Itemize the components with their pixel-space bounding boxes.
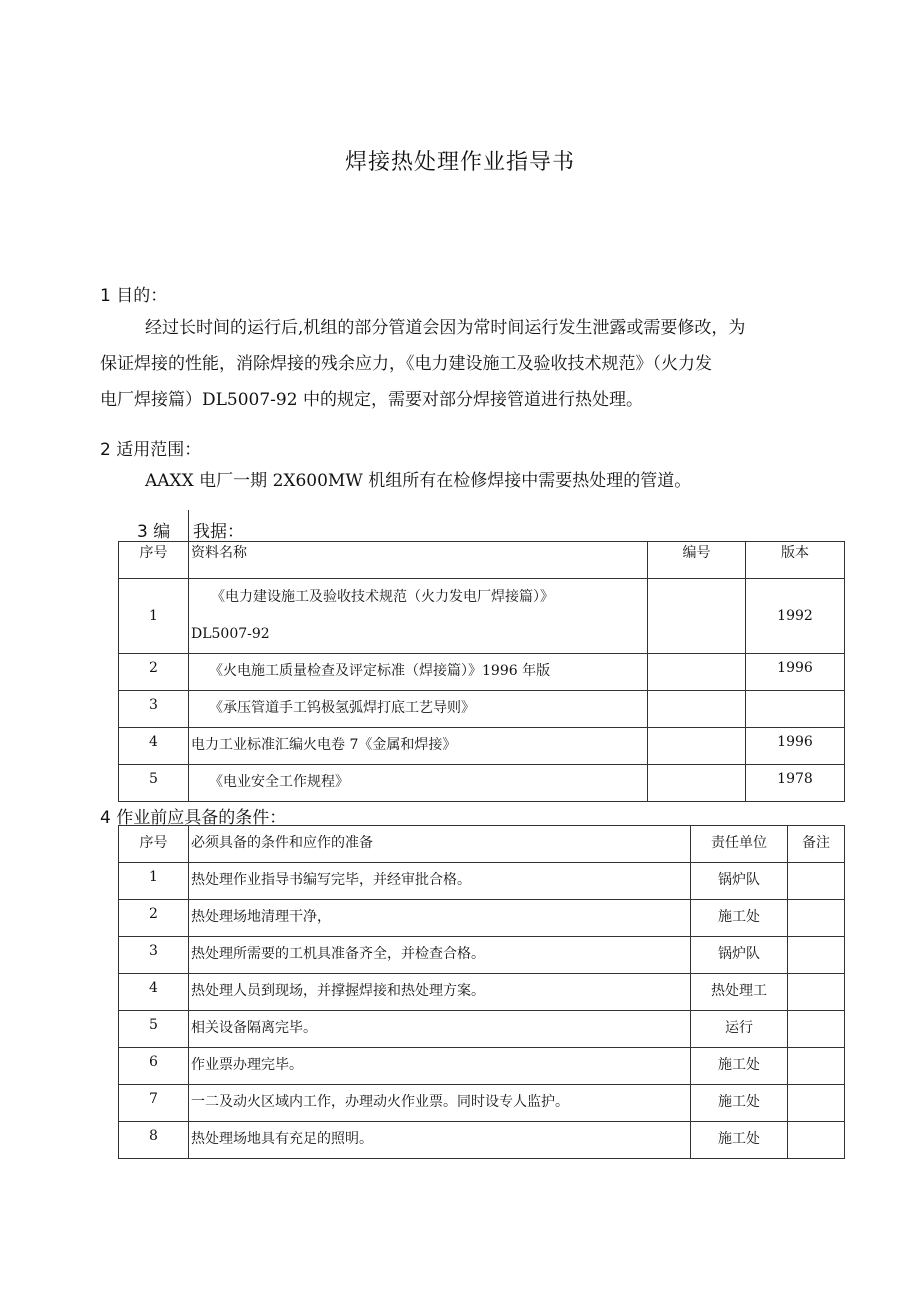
row-note xyxy=(788,863,845,900)
row-version: 1978 xyxy=(746,765,845,802)
row-note xyxy=(788,1122,845,1159)
row-number: 5 xyxy=(119,765,189,802)
section-2-line-1: AAXX 电厂一期 2X600MW 机组所有在检修焊接中需要热处理的管道。 xyxy=(145,471,692,491)
header-cell: 编号 xyxy=(648,542,746,579)
row-name-line-2: DL5007-92 xyxy=(191,626,270,642)
row-condition: 作业票办理完毕。 xyxy=(189,1048,691,1085)
table-row xyxy=(119,974,845,1011)
row-name: 《承压管道手工钨极氢弧焊打底工艺导则》 xyxy=(189,691,648,728)
row-unit: 锅炉队 xyxy=(691,863,788,900)
table-row xyxy=(119,1122,845,1159)
row-number: 6 xyxy=(119,1048,189,1085)
row-note xyxy=(788,937,845,974)
row-unit: 施工处 xyxy=(691,1048,788,1085)
row-condition: 一二及动火区域内工作，办理动火作业票。同时设专人监护。 xyxy=(189,1085,691,1122)
table-header-row xyxy=(119,542,845,579)
table-row xyxy=(119,765,845,802)
row-unit: 热处理工 xyxy=(691,974,788,1011)
table-row xyxy=(119,654,845,691)
row-number: 5 xyxy=(119,1011,189,1048)
header-cell: 备注 xyxy=(788,826,845,863)
header-cell: 序号 xyxy=(119,542,189,579)
row-number: 2 xyxy=(119,654,189,691)
section-1-line-1: 经过长时间的运行后,机组的部分管道会因为常时间运行发生泄露或需要修改，为 xyxy=(145,318,746,338)
row-unit: 锅炉队 xyxy=(691,937,788,974)
table-row xyxy=(119,1011,845,1048)
row-number: 1 xyxy=(119,579,189,654)
table-row xyxy=(119,691,845,728)
row-note xyxy=(788,1085,845,1122)
row-unit: 运行 xyxy=(691,1011,788,1048)
table-row xyxy=(119,937,845,974)
header-cell: 责任单位 xyxy=(691,826,788,863)
header-cell: 资料名称 xyxy=(189,542,648,579)
row-number: 4 xyxy=(119,974,189,1011)
references-table xyxy=(118,541,845,802)
conditions-table xyxy=(118,825,845,1159)
row-number: 3 xyxy=(119,937,189,974)
row-code xyxy=(648,765,746,802)
table-row xyxy=(119,1048,845,1085)
row-unit: 施工处 xyxy=(691,1122,788,1159)
table-row xyxy=(119,900,845,937)
row-condition: 热处理人员到现场，并撑握焊接和热处理方案。 xyxy=(189,974,691,1011)
section-3-heading-b: 我据： xyxy=(193,522,244,542)
section-2-heading: 2 适用范围： xyxy=(100,440,202,460)
row-name: 电力工业标准汇编火电卷 7《金属和焊接》 xyxy=(189,728,648,765)
table-row xyxy=(119,728,845,765)
row-number: 8 xyxy=(119,1122,189,1159)
row-number: 3 xyxy=(119,691,189,728)
row-code xyxy=(648,579,746,654)
row-number: 2 xyxy=(119,900,189,937)
row-version: 1996 xyxy=(746,728,845,765)
row-number: 7 xyxy=(119,1085,189,1122)
row-name: 《火电施工质量检查及评定标准（焊接篇）》1996 年版 xyxy=(189,654,648,691)
row-name xyxy=(189,579,648,654)
table-header-row xyxy=(119,826,845,863)
header-cell: 序号 xyxy=(119,826,189,863)
row-number: 1 xyxy=(119,863,189,900)
row-condition: 热处理所需要的工机具准备齐全，并检查合格。 xyxy=(189,937,691,974)
row-note xyxy=(788,1048,845,1085)
row-condition: 热处理场地清理干净， xyxy=(189,900,691,937)
page-title: 焊接热处理作业指导书 xyxy=(344,150,575,175)
section-1-line-3: 电厂焊接篇）DL5007-92 中的规定，需要对部分焊接管道进行热处理。 xyxy=(100,390,643,410)
row-version: 1996 xyxy=(746,654,845,691)
header-cell: 必须具备的条件和应作的准备 xyxy=(189,826,691,863)
row-unit: 施工处 xyxy=(691,1085,788,1122)
divider xyxy=(188,510,189,542)
row-note xyxy=(788,900,845,937)
row-unit: 施工处 xyxy=(691,900,788,937)
row-code xyxy=(648,691,746,728)
row-condition: 热处理场地具有充足的照明。 xyxy=(189,1122,691,1159)
row-name: 《电业安全工作规程》 xyxy=(189,765,648,802)
row-version xyxy=(746,691,845,728)
row-condition: 相关设备隔离完毕。 xyxy=(189,1011,691,1048)
section-1-heading: 1 目的： xyxy=(100,286,168,306)
table-row xyxy=(119,579,845,654)
row-note xyxy=(788,974,845,1011)
section-4-heading: 4 作业前应具备的条件： xyxy=(100,808,287,828)
row-code xyxy=(648,654,746,691)
row-number: 4 xyxy=(119,728,189,765)
row-condition: 热处理作业指导书编写完毕，并经审批合格。 xyxy=(189,863,691,900)
row-note xyxy=(788,1011,845,1048)
table-row xyxy=(119,863,845,900)
row-code xyxy=(648,728,746,765)
table-row xyxy=(119,1085,845,1122)
row-version: 1992 xyxy=(746,579,845,654)
header-cell: 版本 xyxy=(746,542,845,579)
section-1-line-2: 保证焊接的性能，消除焊接的残余应力，《电力建设施工及验收技术规范》（火力发 xyxy=(100,354,712,374)
section-3-heading-a: 3 编 xyxy=(137,522,171,542)
row-name-line-1: 《电力建设施工及验收技术规范（火力发电厂焊接篇）》 xyxy=(211,589,554,605)
